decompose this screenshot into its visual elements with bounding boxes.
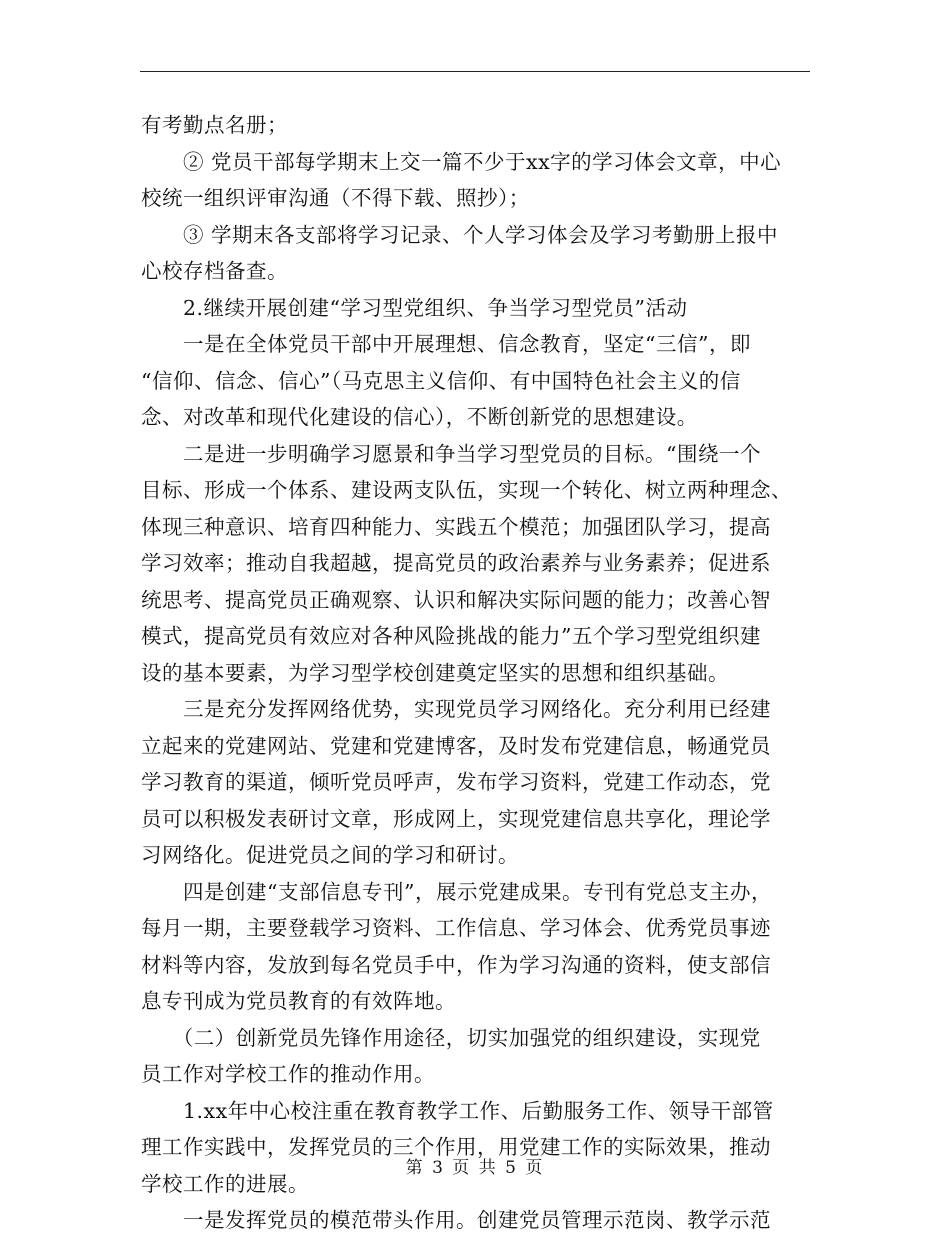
text-line: 学校工作的进展。	[141, 1171, 309, 1196]
text-line: 习网络化。促进党员之间的学习和研讨。	[141, 843, 519, 867]
text-line: 一是发挥党员的模范带头作用。创建党员管理示范岗、教学示范	[141, 1208, 771, 1232]
text-line: 学习教育的渠道，倾听党员呼声，发布学习资料，党建工作动态，党	[141, 770, 771, 794]
page-number-footer: 第 3 页 共 5 页	[405, 1158, 545, 1178]
text-line: 统思考、提高党员正确观察、认识和解决实际问题的能力；改善心智	[141, 587, 771, 612]
text-line: 心校存档备查。	[141, 259, 288, 283]
text-line: 一是在全体党员干部中开展理想、信念教育，坚定“三信”，即	[141, 332, 751, 356]
text-line: 员可以积极发表研讨文章，形成网上，实现党建信息共享化，理论学	[141, 806, 771, 831]
text-line: 息专刊成为党员教育的有效阵地。	[141, 989, 456, 1013]
text-line: 二是进一步明确学习愿景和争当学习型党员的目标。“围绕一个	[141, 441, 761, 466]
text-line: 理工作实践中，发挥党员的三个作用，用党建工作的实际效果，推动	[141, 1135, 771, 1159]
text-line: 学习效率；推动自我超越，提高党员的政治素养与业务素养；促进系	[141, 551, 771, 575]
text-line: 校统一组织评审沟通（不得下载、照抄）；	[141, 186, 530, 210]
text-line: 员工作对学校工作的推动作用。	[141, 1062, 435, 1086]
text-line: ③ 学期末各支部将学习记录、个人学习体会及学习考勤册上报中	[141, 222, 779, 247]
text-line: 四是创建“支部信息专刊”，展示党建成果。专刊有党总支主办，	[141, 879, 772, 904]
text-line: 模式，提高党员有效应对各种风险挑战的能力”五个学习型党组织建	[141, 624, 761, 648]
text-line: 材料等内容，发放到每名党员手中，作为学习沟通的资料，使支部信	[141, 952, 771, 977]
section-heading: 2.继续开展创建“学习型党组织、争当学习型党员”活动	[141, 295, 688, 320]
document-body	[141, 107, 811, 1239]
text-line: 目标、形成一个体系、建设两支队伍，实现一个转化、树立两种理念、	[141, 478, 792, 502]
header-rule	[140, 71, 810, 72]
text-line: 有考勤点名册；	[141, 113, 288, 137]
text-line: 体现三种意识、培育四种能力、实践五个模范；加强团队学习，提高	[141, 514, 771, 539]
text-line: ② 党员干部每学期末上交一篇不少于xx字的学习体会文章，中心	[141, 149, 782, 174]
text-line: 三是充分发挥网络优势，实现党员学习网络化。充分利用已经建	[141, 697, 771, 721]
section-heading: （二）创新党员先锋作用途径，切实加强党的组织建设，实现党	[141, 1025, 761, 1050]
text-line: 每月一期，主要登载学习资料、工作信息、学习体会、优秀党员事迹	[141, 916, 771, 940]
text-line: 设的基本要素，为学习型学校创建奠定坚实的思想和组织基础。	[141, 660, 729, 685]
text-line: 念、对改革和现代化建设的信心），不断创新党的思想建设。	[141, 405, 698, 429]
text-line: 立起来的党建网站、党建和党建博客，及时发布党建信息，畅通党员	[141, 733, 771, 758]
text-line: 1.xx年中心校注重在教育教学工作、后勤服务工作、领导干部管	[141, 1098, 774, 1123]
text-line: “信仰、信念、信心”（马克思主义信仰、有中国特色社会主义的信	[141, 368, 741, 393]
